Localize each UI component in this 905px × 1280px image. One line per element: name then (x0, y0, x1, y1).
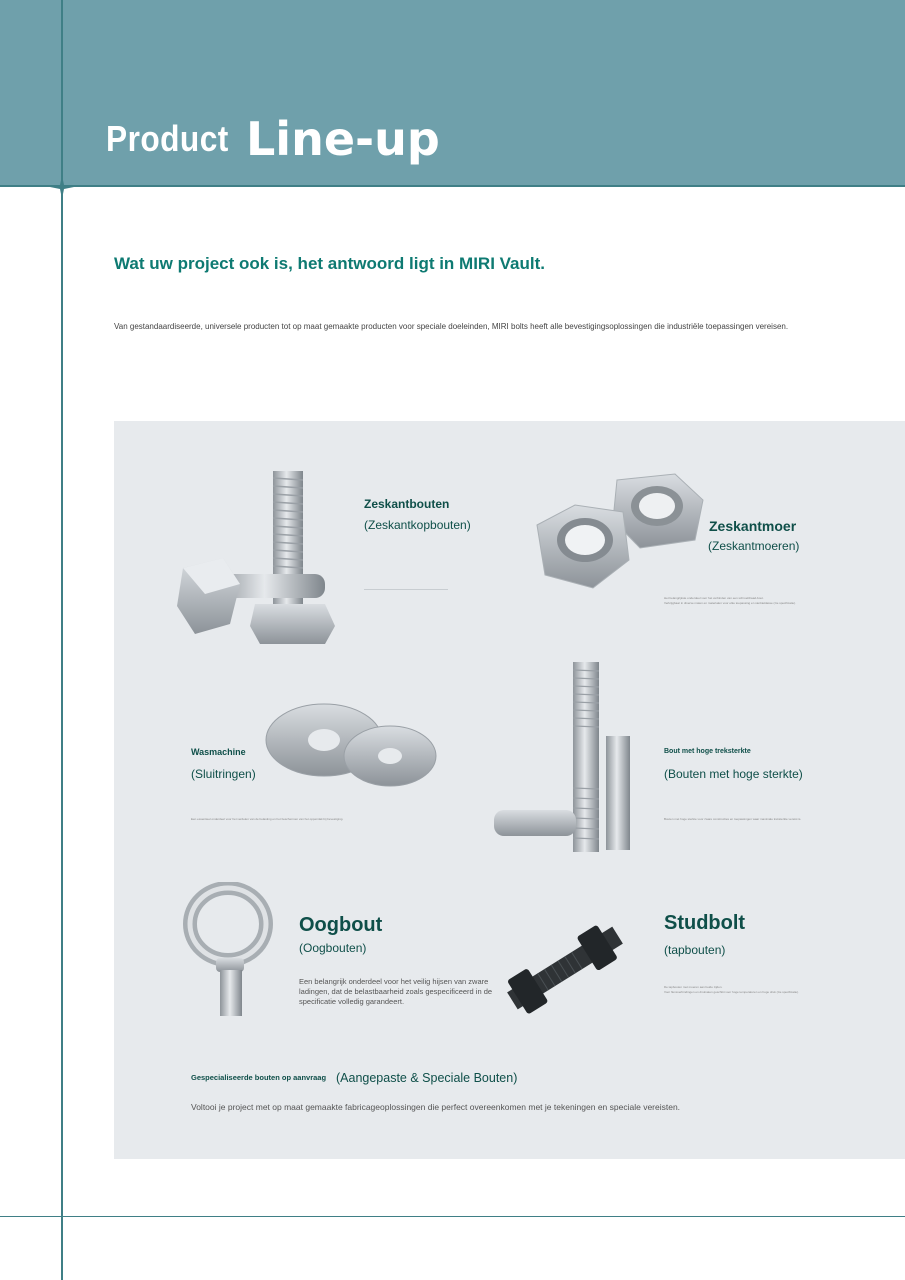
hex-nut-name: Zeskantmoer (709, 518, 797, 534)
high-strength-bolt-image (490, 658, 640, 854)
hex-nut-image (535, 470, 705, 595)
header-divider (0, 185, 905, 187)
stud-bolt-desc-line1: De tapbouten met moeren aan beide zijden. (664, 985, 723, 989)
special-bolts-name: Gespecialiseerde bouten op aanvraag (191, 1073, 327, 1082)
hex-nut-sub: (Zeskantmoeren) (708, 539, 800, 553)
special-bolts-desc: Voltooi je project met op maat gemaakte fabricageoplossingen die perfect overeenkomen met je tekeningen en speciale vereisten. (191, 1102, 681, 1112)
hex-bolt-image (175, 466, 345, 646)
hex-nut-desc-line2: Verkrijgbaar in diverse maten en materialen voor elke toepassing en sterkteklasse (zie specificatie). (664, 601, 796, 605)
eye-bolt-desc: Een belangrijk onderdeel voor het veilig hijsen van zware ladingen, dat de belastbaarheid zoals gespecificeerd in de specificatie volledig garandeert. (299, 977, 493, 1007)
headline: Wat uw project ook is, het antwoord ligt in MIRI Vault. (114, 254, 545, 273)
sparkle-icon (50, 175, 74, 199)
eye-bolt-name: Oogbout (299, 914, 383, 936)
high-strength-desc: Bouten met hoge sterkte voor zware constructies en toepassingen waar maximale treksterkte vereist is. (664, 817, 802, 821)
high-strength-sub: (Bouten met hoge sterkte) (664, 767, 803, 781)
page-title-part1: Product (106, 118, 229, 159)
high-strength-name: Bout met hoge treksterkte (664, 748, 751, 755)
stud-bolt-image (495, 908, 635, 1023)
eye-bolt-sub: (Oogbouten) (299, 941, 367, 955)
stud-bolt-desc-line2: Voor flensverbindingen en drukvaten geschikt voor hoge temperaturen en hoge druk (zie specificatie). (664, 990, 799, 994)
washer-image (262, 700, 442, 790)
stud-bolt-name: Studbolt (664, 912, 746, 934)
washer-desc: Een essentieel onderdeel voor het verdelen van de belasting en het beschermen van het oppervlak bij bevestiging. (191, 817, 344, 821)
washer-sub: (Sluitringen) (191, 767, 256, 781)
footer-divider (0, 1216, 905, 1217)
intro-text: Van gestandaardiseerde, universele producten tot op maat gemaakte producten voor speciale doeleinden, MIRI bolts heeft alle bevestigingsoplossingen die industriële toepassingen vereisen. (114, 322, 789, 331)
hex-bolt-rule (364, 589, 448, 590)
stud-bolt-sub: (tapbouten) (664, 943, 726, 957)
hex-nut-desc-line1: Het belangrijkste onderdeel voor het verbinden van een schroefdraad-bout. (664, 596, 764, 600)
hex-bolt-sub: (Zeskantkopbouten) (364, 518, 471, 532)
page-title (106, 112, 440, 166)
eye-bolt-image (180, 882, 280, 1022)
page-title-part2: Line-up (246, 112, 440, 166)
washer-name: Wasmachine (191, 747, 246, 757)
hex-bolt-name: Zeskantbouten (364, 497, 450, 511)
special-bolts-sub: (Aangepaste & Speciale Bouten) (336, 1071, 518, 1085)
